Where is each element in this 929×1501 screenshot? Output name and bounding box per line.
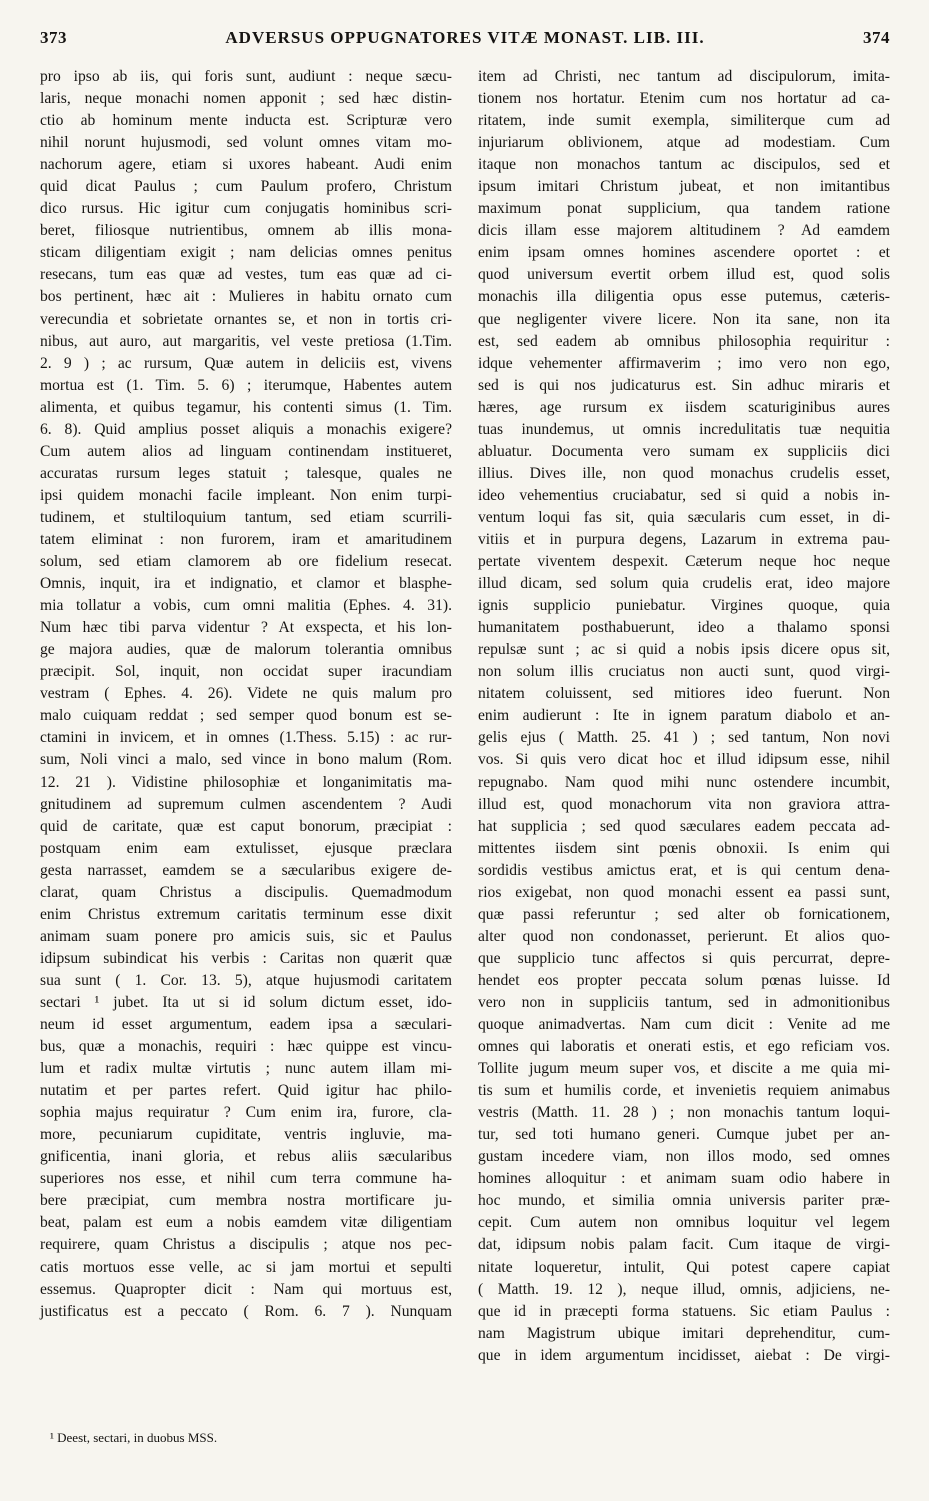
text-line: præcipit. Sol, inquit, non occidat super iracundiam: [40, 663, 452, 681]
text-line: repugnabo. Nam quod mihi nunc ostendere incumbit,: [478, 773, 890, 791]
text-line: hæres, age rursum ex iisdem scaturiginibus aures: [478, 398, 890, 416]
text-line: alter quod non condonasset, perierunt. Et alios quo-: [478, 927, 890, 945]
text-line: requirere, quam Christus a discipulis ; atque nos pec-: [40, 1236, 452, 1254]
text-line: solum, sed etiam clamorem ab ore fidelium resecat.: [40, 553, 452, 571]
text-line: quod universum evertit orbem illud est, quod solis: [478, 266, 890, 284]
text-line: nibus, aut auro, aut margaritis, vel veste pretiosa (1.Tim.: [40, 332, 452, 350]
text-line: dat, idipsum nobis palam facit. Cum itaque de virgi-: [478, 1236, 890, 1254]
text-line: ( Matth. 19. 12 ), neque illud, omnis, adjiciens, ne-: [478, 1280, 890, 1298]
page-number-left: 373: [40, 28, 67, 47]
text-line: clarat, quam Christus a discipulis. Quemadmodum: [40, 883, 452, 901]
text-line: catis mortuos esse velle, ac si jam mortui et sepulti: [40, 1258, 452, 1276]
text-line: enim audierunt : Ite in ignem paratum diabolo et an-: [478, 707, 890, 725]
text-line: dico rursus. Hic igitur cum conjugatis hominibus scri-: [40, 200, 452, 218]
text-line: 12. 21 ). Vidistine philosophiæ et longanimitatis ma-: [40, 773, 452, 791]
text-line: cepit. Cum autem non omnibus loquitur vel legem: [478, 1214, 890, 1232]
text-line: resecans, tum eas quæ ad vestes, tum eas quæ ad ci-: [40, 266, 452, 284]
text-line: dicis illam esse majorem altitudinem ? Ad eamdem: [478, 222, 890, 240]
text-line: neum id esset argumentum, eadem ipsa a sæculari-: [40, 1016, 452, 1034]
text-line: hat supplicia ; sed quod sæculares eadem peccata ad-: [478, 817, 890, 835]
text-line: que in idem argumentum incidisset, aiebat : De virgi-: [478, 1346, 890, 1364]
text-line: sed is qui nos judicaturus est. Sin adhuc miraris et: [478, 376, 890, 394]
text-line: pertate viventem despexit. Cæterum neque hoc neque: [478, 553, 890, 571]
text-line: illius. Dives ille, non quod monachus crudelis esset,: [478, 464, 890, 482]
text-line: rios exigebat, non quod monachi essent ea passi sunt,: [478, 883, 890, 901]
text-line: sticam diligentiam exigit ; nam delicias omnes penitus: [40, 244, 452, 262]
text-line: illud dicam, sed solum quia crudelis erat, ideo majore: [478, 575, 890, 593]
text-line: ventum loqui fas sit, quia sæcularis cum esset, in di-: [478, 508, 890, 526]
text-line: quoque animadvertas. Nam cum dicit : Venite ad me: [478, 1016, 890, 1034]
text-line: gesta narrasset, eamdem se a sæcularibus exigere de-: [40, 861, 452, 879]
text-line: nachorum agere, etiam si uxores habeant. Audi enim: [40, 156, 452, 174]
text-line: mortua est (1. Tim. 5. 6) ; iterumque, Habentes autem: [40, 376, 452, 394]
text-line: homines alloquitur : et animam suam odio habere in: [478, 1170, 890, 1188]
running-title: ADVERSUS OPPUGNATORES VITÆ MONAST. LIB. III.: [225, 28, 705, 47]
right-column: [478, 66, 890, 1367]
text-line: more, pecuniarum cupiditate, ventris ingluvie, ma-: [40, 1126, 452, 1144]
text-line: sophia majus requiratur ? Cum enim ira, furore, cla-: [40, 1104, 452, 1122]
text-line: 2. 9 ) ; ac rursum, Quæ autem in deliciis est, vivens: [40, 354, 452, 372]
text-line: sum, Noli vinci a malo, sed vince in bono malum (Rom.: [40, 751, 452, 769]
text-line: Cum autem alios ad linguam continendam institueret,: [40, 442, 452, 460]
text-line: malo cuiquam reddat ; sed semper quod bonum est se-: [40, 707, 452, 725]
text-line: illud est, quod monachorum vita non graviora attra-: [478, 795, 890, 813]
text-line: quæ passi referuntur ; sed alter ob fornicationem,: [478, 905, 890, 923]
text-line: nitatem coluissent, sed mitiores ideo fuerunt. Non: [478, 685, 890, 703]
text-line: gnificentia, inani gloria, et rebus aliis sæcularibus: [40, 1148, 452, 1166]
text-line: ritatem, inde sumit exempla, similiterque cum ad: [478, 112, 890, 130]
text-line: que negligenter vivere licere. Non ita sane, non ita: [478, 310, 890, 328]
text-line: gelis ejus ( Matth. 25. 41 ) ; sed tantum, Non novi: [478, 729, 890, 747]
text-line: mia tollatur a vobis, cum omni malitia (Ephes. 4. 31).: [40, 597, 452, 615]
text-line: ipsum imitari Christum jubeat, et non imitantibus: [478, 178, 890, 196]
text-line: ignis supplicio puniebatur. Virgines quoque, quia: [478, 597, 890, 615]
text-line: hoc mundo, et similia omnia universis pariter præ-: [478, 1192, 890, 1210]
text-line: injuriarum oblivionem, atque ad modestiam. Cum: [478, 134, 890, 152]
text-line: nutatim et per partes refert. Quid igitur hac philo-: [40, 1082, 452, 1100]
text-line: 6. 8). Quid amplius posset aliquis a monachis exigere?: [40, 420, 452, 438]
text-line: idque vehementer affirmaverim ; imo vero non ego,: [478, 354, 890, 372]
text-line: pro ipso ab iis, qui foris sunt, audiunt : neque sæcu-: [40, 68, 452, 85]
text-line: quid dicat Paulus ; cum Paulum profero, Christum: [40, 178, 452, 196]
text-line: tatem eliminat : non furorem, iram et amaritudinem: [40, 530, 452, 548]
text-line: vestris (Matth. 11. 28 ) ; non monachis tantum loqui-: [478, 1104, 890, 1122]
text-line: omnes qui laboratis et onerati estis, et ego reficiam vos.: [478, 1038, 890, 1056]
text-line: verecundia et sobrietate ornantes se, et non in tortis cri-: [40, 310, 452, 328]
text-line: ge majora audies, quæ de malorum tolerantia omnibus: [40, 641, 452, 659]
text-line: item ad Christi, nec tantum ad discipulorum, imita-: [478, 68, 890, 85]
text-line: tudinem, et stultiloquium tantum, sed etiam scurrili-: [40, 508, 452, 526]
text-line: vos. Si quis vero dicat hoc et illud idipsum esse, nihil: [478, 751, 890, 769]
text-line: bus, quæ a monachis, requiri : hæc quippe est vincu-: [40, 1038, 452, 1056]
text-line: idipsum subindicat his verbis : Caritas non quærit quæ: [40, 949, 452, 967]
text-line: alimenta, et quibus tegamur, his contenti simus (1. Tim.: [40, 398, 452, 416]
left-column: [40, 66, 452, 1323]
text-line: hendet eos propter peccata solum pœnas luisse. Id: [478, 971, 890, 989]
text-line: nitate loqueretur, intulit, Qui potest capere capiat: [478, 1258, 890, 1276]
text-line: gustam incedere viam, non illos modo, sed omnes: [478, 1148, 890, 1166]
text-line: monachis illa diligentia opus esse putemus, cæteris-: [478, 288, 890, 306]
text-line: enim ipsam omnes homines ascendere oportet : et: [478, 244, 890, 262]
text-line: ctio ab hominum mente inducta est. Scripturæ vero: [40, 112, 452, 130]
text-line: bos pertinent, hæc ait : Mulieres in habitu ornato cum: [40, 288, 452, 306]
text-line: justificatus est a peccato ( Rom. 6. 7 ). Nunquam: [40, 1302, 452, 1320]
text-line: itaque non monachos tantum ac discipulos, sed et: [478, 156, 890, 174]
text-line: bere præcipiat, cum membra nostra mortificare ju-: [40, 1192, 452, 1210]
text-line: tur, sed toti humano generi. Cumque jubet per an-: [478, 1126, 890, 1144]
text-line: que id in præcepti forma statuens. Sic etiam Paulus :: [478, 1302, 890, 1320]
text-line: laris, neque monachi nomen apponit ; sed hæc distin-: [40, 90, 452, 108]
text-line: maximum ponat supplicium, qua tandem ratione: [478, 200, 890, 218]
text-line: Num hæc tibi parva videntur ? At exspecta, et his lon-: [40, 619, 452, 637]
text-line: vero non in suppliciis tantum, sed in admonitionibus: [478, 993, 890, 1011]
text-line: accuratas rursum leges statuit ; talesque, quales ne: [40, 464, 452, 482]
text-line: vitiis et in purpura degens, Lazarum in extrema pau-: [478, 530, 890, 548]
text-line: Tollite jugum meum super vos, et discite a me quia mi-: [478, 1060, 890, 1078]
text-line: beret, filiosque nutrientibus, omnem ab illis mona-: [40, 222, 452, 240]
text-line: postquam enim eam extulisset, ejusque præclara: [40, 839, 452, 857]
text-line: gnitudinem ad supremum culmen ascendentem ? Audi: [40, 795, 452, 813]
text-line: mittentes iisdem sint pœnis obnoxii. Is enim qui: [478, 839, 890, 857]
footnote: ¹ Deest, sectari, in duobus MSS.: [50, 1430, 218, 1445]
text-line: sectari ¹ jubet. Ita ut si id solum dictum esset, ido-: [40, 993, 452, 1011]
text-line: non solum illis cruciatus non aucti sunt, quod virgi-: [478, 663, 890, 681]
text-line: ctamini in invicem, et in omnes (1.Thess. 5.15) : ac rur-: [40, 729, 452, 747]
text-line: sua sunt ( 1. Cor. 13. 5), atque hujusmodi caritatem: [40, 971, 452, 989]
text-line: est, sed eadem ab omnibus philosophia requiritur :: [478, 332, 890, 350]
text-line: Omnis, inquit, ira et indignatio, et clamor et blasphe-: [40, 575, 452, 593]
text-line: abluatur. Documenta vero sumam ex suppliciis dici: [478, 442, 890, 460]
text-line: vestram ( Ephes. 4. 26). Videte ne quis malum pro: [40, 685, 452, 703]
text-line: superiores nos esse, et nihil cum terra commune ha-: [40, 1170, 452, 1188]
text-line: lum et radix multæ virtutis ; nunc autem illam mi-: [40, 1060, 452, 1078]
text-line: animam suam ponere pro amicis suis, sic et Paulus: [40, 927, 452, 945]
text-line: quid de caritate, quæ est caput bonorum, præcipiat :: [40, 817, 452, 835]
page-number-right: 374: [862, 28, 890, 47]
text-line: nihil norunt hujusmodi, sed volunt omnes vitam mo-: [40, 134, 452, 152]
text-line: tuas inundemus, ut omnis incredulitatis tuæ nequitia: [478, 420, 890, 438]
text-line: ideo vehementius cruciabatur, sed si quid a nobis in-: [478, 486, 890, 504]
text-line: que supplicio tunc affectos si quis percurrat, depre-: [478, 949, 890, 967]
text-line: repulsæ sunt ; ac si quid a nobis ipsis dicere opus sit,: [478, 641, 890, 659]
text-line: beat, palam est eum a nobis eamdem vitæ diligentiam: [40, 1214, 452, 1232]
text-line: tionem nos hortatur. Etenim cum nos hortatur ad ca-: [478, 90, 890, 108]
text-line: enim Christus extremum caritatis terminum esse dixit: [40, 905, 452, 923]
text-line: essemus. Quapropter dicit : Nam qui mortuus est,: [40, 1280, 452, 1298]
text-line: sordidis vestibus amictus erat, et is qui centum dena-: [478, 861, 890, 879]
text-line: tis sum et humilis corde, et invenietis requiem animabus: [478, 1082, 890, 1100]
running-header: [40, 28, 890, 54]
text-line: humanitatem posthabuerunt, ideo a thalamo sponsi: [478, 619, 890, 637]
text-line: nam Magistrum ubique imitari deprehenditur, cum-: [478, 1324, 890, 1342]
text-line: ipsi quidem monachi facile impleant. Non enim turpi-: [40, 486, 452, 504]
